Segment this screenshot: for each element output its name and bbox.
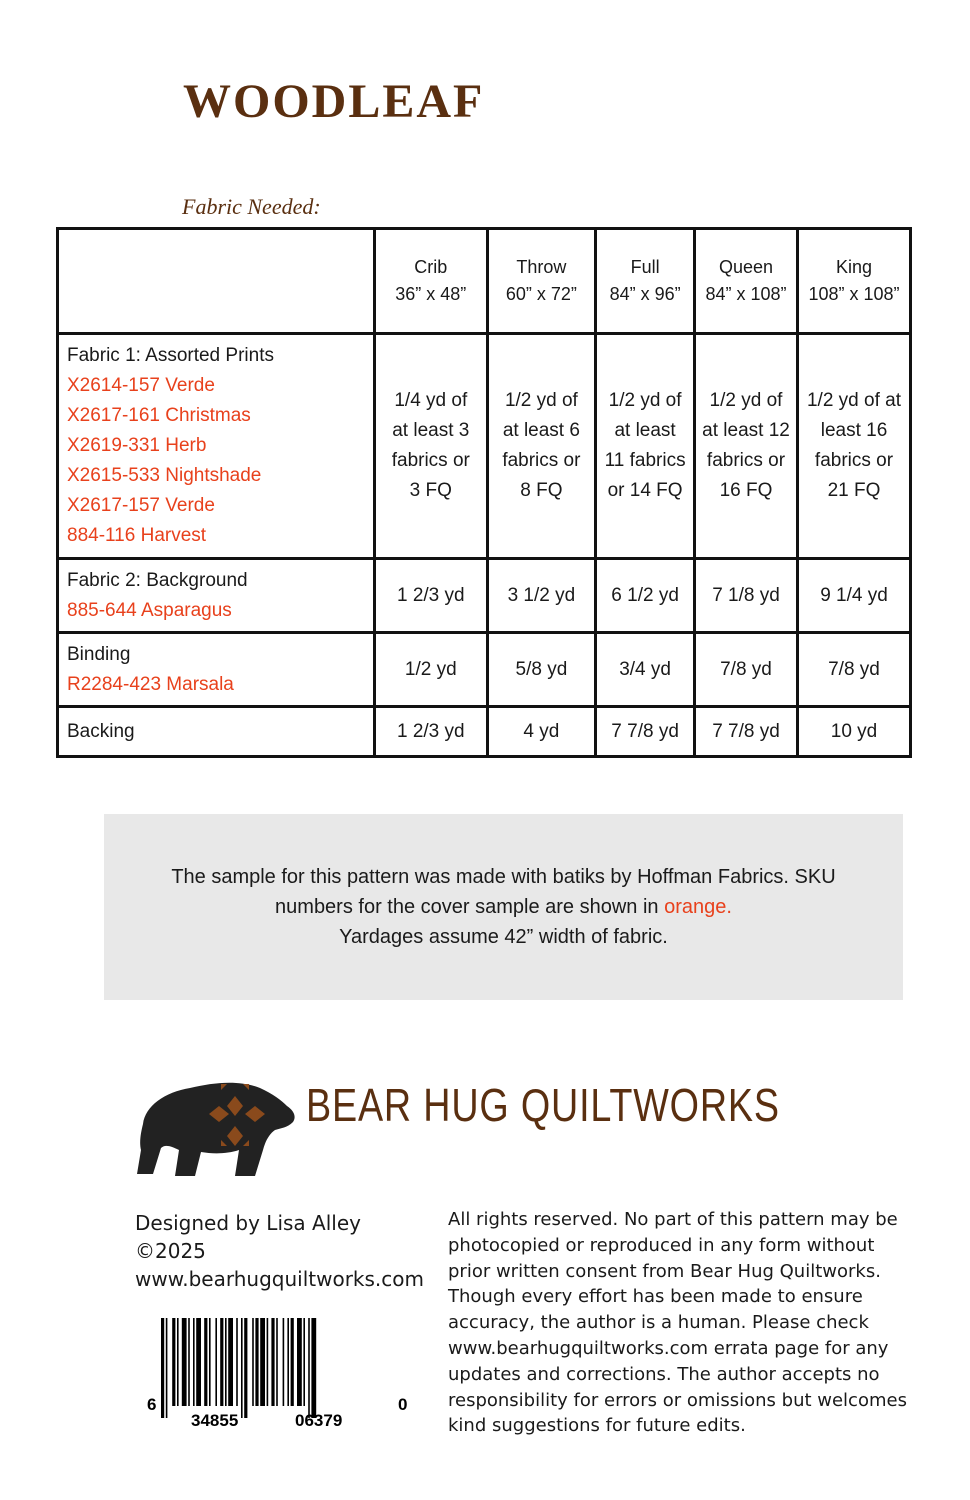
cell-value: 5/8 yd	[487, 633, 596, 707]
barcode-bar	[204, 1318, 207, 1406]
legal-notice: All rights reserved. No part of this pattern may be photocopied or reproduced in any form without prior written consent from Bear Hug Quiltworks. Though every effort has been made to ensure accuracy, the author is a human. Please check www.bearhugquiltworks.com errata page for any updates and corrections. The author accepts no responsibility for errors or omissions but welcomes kind suggestions for future edits.	[448, 1209, 907, 1437]
sku: X2617-157 Verde	[67, 495, 215, 516]
cell-value: 7 7/8 yd	[596, 707, 695, 757]
barcode-bar	[228, 1318, 233, 1406]
table-row	[58, 633, 911, 707]
barcode-bar	[220, 1318, 223, 1406]
brand-name: BEAR HUG QUILTWORKS	[306, 1079, 780, 1131]
cell-value: 7 1/8 yd	[695, 559, 798, 633]
barcode-bar	[177, 1318, 179, 1406]
barcode-bar	[188, 1318, 190, 1406]
cell-value: 1/2 yd of at least 11 fabrics or 14 FQ	[596, 334, 695, 559]
barcode-bar	[311, 1318, 316, 1418]
table-row	[58, 334, 911, 559]
barcode-lead-digit: 6	[147, 1395, 157, 1414]
barcode-bar	[303, 1318, 305, 1406]
sku: X2614-157 Verde	[67, 375, 215, 396]
sku: X2619-331 Herb	[67, 435, 207, 456]
barcode-bar	[283, 1318, 285, 1406]
col-header-full: Full 84” x 96”	[596, 229, 695, 334]
row-label-backing: Backing	[58, 707, 375, 757]
cell-value: 7/8 yd	[695, 633, 798, 707]
cell-value: 1/2 yd	[375, 633, 488, 707]
note-line-1: The sample for this pattern was made with batiks by Hoffman Fabrics. SKU	[171, 866, 836, 888]
barcode-bar	[215, 1318, 217, 1406]
cell-value: 1 2/3 yd	[375, 559, 488, 633]
barcode-bar	[260, 1318, 265, 1406]
cell-value: 7 7/8 yd	[695, 707, 798, 757]
cell-value: 1/2 yd of at least 16 fabrics or 21 FQ	[798, 334, 911, 559]
pattern-title: WOODLEAF	[183, 75, 485, 128]
fabric-needed-heading: Fabric Needed:	[182, 194, 321, 219]
copyright: ©2025	[135, 1239, 206, 1263]
barcode-bar	[252, 1318, 254, 1406]
table-header-row	[58, 229, 911, 334]
note-line-3: Yardages assume 42” width of fabric.	[339, 926, 668, 948]
barcode-bar	[182, 1318, 187, 1406]
barcode-bar	[236, 1318, 238, 1406]
sku: 885-644 Asparagus	[67, 599, 232, 621]
barcode-bar	[297, 1318, 302, 1406]
col-header-queen: Queen 84” x 108”	[695, 229, 798, 334]
cell-value: 1/2 yd of at least 12 fabrics or 16 FQ	[695, 334, 798, 559]
cell-value: 7/8 yd	[798, 633, 911, 707]
table-row	[58, 707, 911, 757]
barcode-bar	[267, 1318, 269, 1406]
barcode-bar	[287, 1318, 289, 1406]
cell-value: 3 1/2 yd	[487, 559, 596, 633]
barcode-bar	[276, 1318, 278, 1406]
website: www.bearhugquiltworks.com	[135, 1267, 424, 1291]
barcode-bar	[161, 1318, 164, 1418]
barcode-bar	[291, 1318, 294, 1406]
barcode-bar	[308, 1318, 310, 1418]
barcode-bar	[193, 1318, 195, 1406]
barcode-left-digits: 34855	[191, 1411, 239, 1428]
fabric-table	[56, 227, 912, 758]
barcode-bar	[244, 1318, 247, 1418]
note-line-2: numbers for the cover sample are shown in orange.	[275, 896, 732, 918]
bear-logo-icon	[135, 1066, 297, 1178]
cell-value: 4 yd	[487, 707, 596, 757]
cell-value: 6 1/2 yd	[596, 559, 695, 633]
sku: X2617-161 Christmas	[67, 405, 251, 426]
col-header-throw: Throw 60” x 72”	[487, 229, 596, 334]
header-blank-cell	[58, 229, 375, 334]
sample-note-box	[104, 814, 903, 1000]
barcode-check-digit: 0	[398, 1395, 408, 1414]
barcode-bar	[196, 1318, 201, 1406]
barcode-bar	[209, 1318, 211, 1406]
row-label-fabric2: Fabric 2: Background 885-644 Asparagus	[58, 559, 375, 633]
credits-block	[135, 1209, 424, 1293]
cell-value: 10 yd	[798, 707, 911, 757]
barcode-bar	[166, 1318, 168, 1418]
barcode-bar	[172, 1318, 175, 1406]
barcode	[145, 1318, 415, 1428]
cell-value: 1/2 yd of at least 6 fabrics or 8 FQ	[487, 334, 596, 559]
barcode-bar	[241, 1318, 243, 1418]
row-label-fabric1: Fabric 1: Assorted Prints X2614-157 Verde X2617-161 Christmas X2619-331 Herb X2615-533 Nightshade X2617-157 Verde 884-116 Harvest	[58, 334, 375, 559]
sku: 884-116 Harvest	[67, 525, 207, 546]
barcode-right-digits: 06379	[295, 1411, 343, 1428]
designer-credit: Designed by Lisa Alley	[135, 1211, 361, 1235]
table-row	[58, 559, 911, 633]
barcode-bar	[255, 1318, 258, 1406]
row-label-binding: Binding R2284-423 Marsala	[58, 633, 375, 707]
col-header-king: King 108” x 108”	[798, 229, 911, 334]
sku: X2615-533 Nightshade	[67, 465, 262, 486]
barcode-bar	[271, 1318, 274, 1406]
cell-value: 1 2/3 yd	[375, 707, 488, 757]
cell-value: 3/4 yd	[596, 633, 695, 707]
cell-value: 9 1/4 yd	[798, 559, 911, 633]
col-header-crib: Crib 36” x 48”	[375, 229, 488, 334]
barcode-bar	[225, 1318, 227, 1406]
cell-value: 1/4 yd of at least 3 fabrics or 3 FQ	[375, 334, 488, 559]
sku: R2284-423 Marsala	[67, 673, 234, 695]
